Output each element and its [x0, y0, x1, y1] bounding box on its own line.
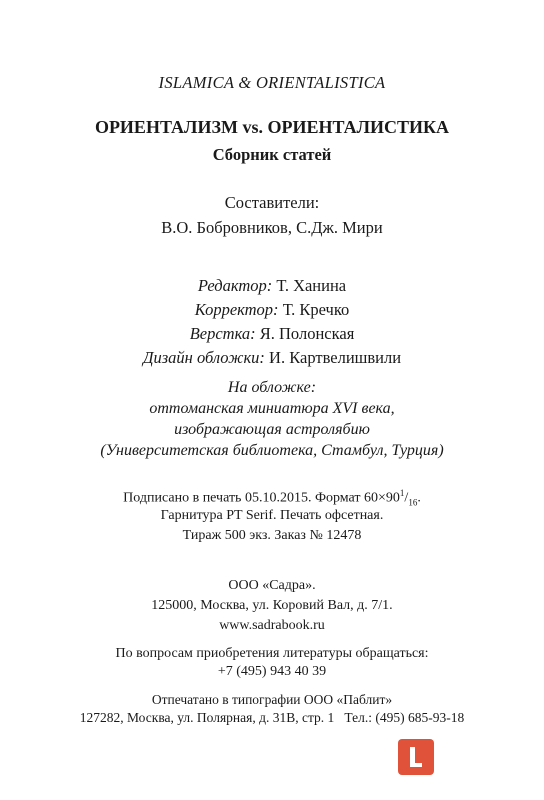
inquiries-phone: +7 (495) 943 40 39: [217, 664, 327, 679]
publisher-website: www.sadrabook.ru: [219, 618, 325, 633]
cover-note-heading: На обложке:: [227, 379, 317, 396]
title-vs: vs.: [242, 117, 263, 137]
format-denominator: 16: [408, 497, 418, 508]
print-signed-line: [0, 488, 544, 507]
book-title: [0, 117, 544, 138]
credit-editor: [0, 276, 544, 296]
credit-proofreader: [0, 300, 544, 320]
title-part-2: ОРИЕНТАЛИСТИКА: [267, 117, 450, 137]
credit-role: Корректор:: [194, 300, 279, 319]
credit-name: Т. Кречко: [282, 300, 350, 319]
series-name: ISLAMICA & ORIENTALISTICA: [158, 73, 386, 92]
credit-role: Редактор:: [197, 276, 273, 295]
cover-note-line: (Университетская библиотека, Стамбул, Турция): [100, 442, 444, 459]
format-end: .: [417, 490, 421, 506]
credit-role: Верстка:: [189, 324, 256, 343]
credit-name: Т. Ханина: [276, 276, 347, 295]
book-subtitle: Сборник статей: [212, 145, 332, 164]
publisher-address: 125000, Москва, ул. Коровий Вал, д. 7/1.: [151, 598, 393, 613]
credit-name: Я. Полонская: [259, 324, 355, 343]
logo-mark-icon: [407, 745, 425, 769]
credit-name: И. Картвелишвили: [269, 348, 402, 367]
print-run-line: Тираж 500 экз. Заказ № 12478: [182, 528, 362, 543]
inquiries-text: По вопросам приобретения литературы обращаться:: [115, 646, 429, 661]
printer-line-1: Отпечатано в типографии ООО «Паблит»: [151, 692, 393, 707]
format-numerator: 1: [399, 488, 405, 498]
printer-line-2: 127282, Москва, ул. Полярная, д. 31В, стр. 1 Тел.: (495) 685-93-18: [79, 710, 465, 725]
print-typeface-line: Гарнитура PT Serif. Печать офсетная.: [160, 508, 384, 523]
credit-role: Дизайн обложки:: [142, 348, 265, 367]
compilers-label: Составители:: [224, 193, 320, 212]
title-part-1: ОРИЕНТАЛИЗМ: [94, 117, 238, 137]
cover-note-line: оттоманская миниатюра XVI века,: [149, 400, 395, 417]
print-signed-text: Подписано в печать 05.10.2015. Формат 60×90: [123, 490, 400, 506]
publisher-name: ООО «Садра».: [228, 578, 316, 593]
publisher-logo: [398, 739, 434, 775]
cover-note-line: изображающая астролябию: [174, 421, 370, 438]
format-slash: /: [404, 490, 409, 506]
credit-layout: [0, 324, 544, 344]
credit-cover-design: [0, 348, 544, 368]
compilers-names: В.О. Бобровников, С.Дж. Мири: [161, 218, 383, 237]
